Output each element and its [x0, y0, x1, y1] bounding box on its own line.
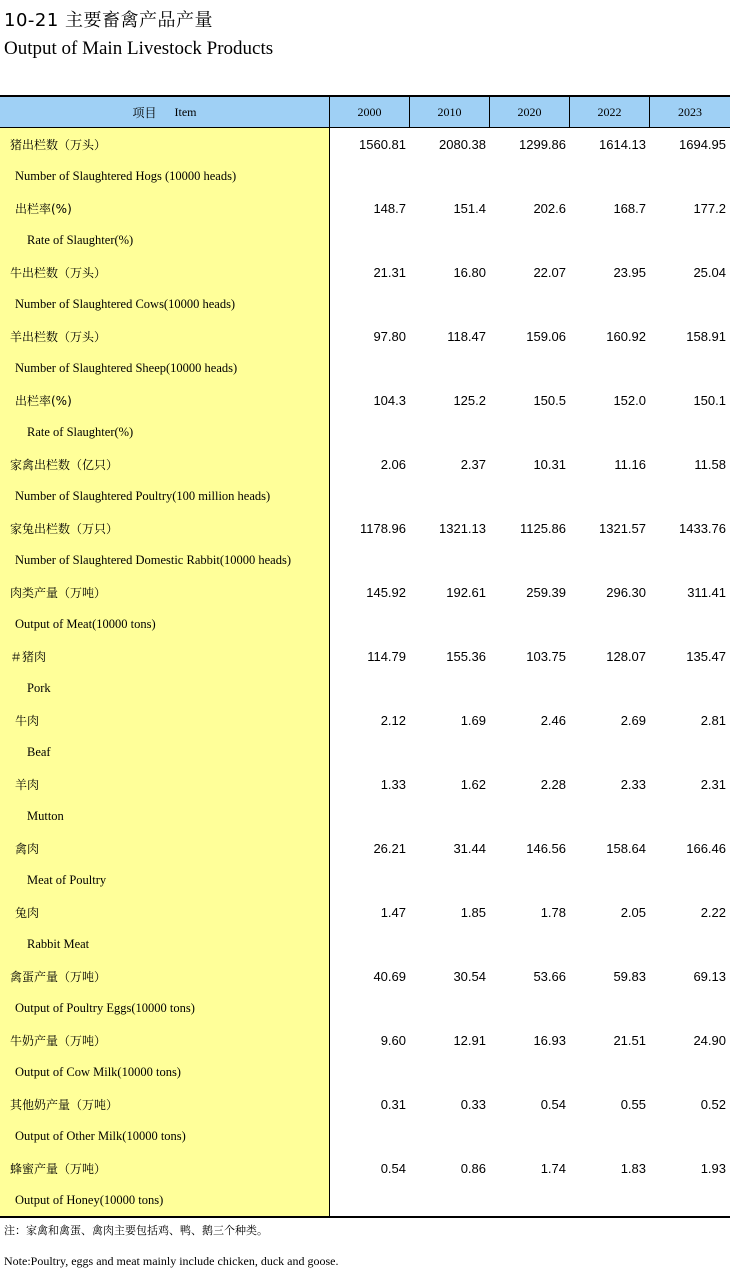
table-row [0, 736, 730, 768]
row-label: Rate of Slaughter(%) [27, 424, 134, 439]
row-value: 159.06 [526, 328, 566, 344]
row-value: 2.31 [700, 776, 726, 792]
row-value: 0.33 [460, 1096, 486, 1112]
row-label: Rate of Slaughter(%) [27, 232, 134, 247]
row-value: 2.28 [540, 776, 566, 792]
row-value: 1.74 [540, 1160, 566, 1176]
row-label: Meat of Poultry [27, 872, 107, 887]
row-label: Number of Slaughtered Poultry(100 million heads) [15, 488, 271, 503]
table-row [0, 384, 730, 416]
row-value: 1.93 [700, 1160, 726, 1176]
row-value: 118.47 [447, 328, 486, 344]
row-value: 168.7 [613, 200, 646, 216]
row-value: 152.0 [613, 392, 646, 408]
row-value: 25.04 [693, 264, 726, 280]
row-value: 1.33 [380, 776, 406, 792]
row-label: 猪出栏数（万头） [10, 137, 107, 152]
table-row [0, 1056, 730, 1088]
row-value: 21.51 [613, 1032, 646, 1048]
table-row [0, 224, 730, 256]
row-value: 1299.86 [519, 136, 566, 152]
table-row [0, 160, 730, 192]
row-value: 0.54 [540, 1096, 566, 1112]
row-value: 31.44 [453, 840, 486, 856]
row-value: 296.30 [606, 584, 646, 600]
footnote-cn: 注：家禽和禽蛋、禽肉主要包括鸡、鸭、鹅三个种类。 [4, 1224, 268, 1237]
table-row [0, 1024, 730, 1056]
row-value: 114.79 [367, 648, 406, 664]
row-value: 151.4 [453, 200, 486, 216]
row-label: Number of Slaughtered Sheep(10000 heads) [15, 360, 238, 375]
row-label: 羊出栏数（万头） [10, 329, 107, 344]
row-value: 0.31 [380, 1096, 406, 1112]
header-year: 2010 [410, 97, 490, 127]
row-label: Output of Honey(10000 tons) [15, 1192, 164, 1207]
row-label: Rabbit Meat [27, 936, 90, 951]
table-row [0, 896, 730, 928]
row-value: 1560.81 [359, 136, 406, 152]
row-label: 肉类产量（万吨） [10, 585, 107, 600]
row-value: 1.78 [540, 904, 566, 920]
row-label: Number of Slaughtered Cows(10000 heads) [15, 296, 236, 311]
table-row [0, 608, 730, 640]
row-label: Number of Slaughtered Hogs (10000 heads) [15, 168, 237, 183]
row-value: 2.37 [460, 456, 486, 472]
row-label: Pork [27, 680, 51, 695]
footnote-en: Note:Poultry, eggs and meat mainly include chicken, duck and goose. [4, 1254, 339, 1268]
table-row [0, 832, 730, 864]
row-value: 2.81 [700, 712, 726, 728]
row-label: Number of Slaughtered Domestic Rabbit(10000 heads) [15, 552, 291, 567]
livestock-output-table [0, 95, 730, 1218]
table-row [0, 576, 730, 608]
page-title-en: Output of Main Livestock Products [4, 38, 274, 59]
row-label: 出栏率(%) [15, 201, 72, 216]
row-label: ＃猪肉 [10, 649, 47, 664]
row-value: 1.83 [620, 1160, 646, 1176]
table-row [0, 768, 730, 800]
row-value: 1321.13 [439, 520, 486, 536]
row-value: 158.64 [606, 840, 646, 856]
row-value: 150.1 [693, 392, 726, 408]
row-value: 59.83 [613, 968, 646, 984]
row-value: 2.05 [620, 904, 646, 920]
table-row [0, 480, 730, 512]
table-row [0, 320, 730, 352]
row-value: 69.13 [693, 968, 726, 984]
row-value: 11.58 [694, 456, 726, 472]
table-header [0, 97, 730, 128]
row-label: 蜂蜜产量（万吨） [10, 1161, 107, 1176]
table-row [0, 256, 730, 288]
row-value: 166.46 [686, 840, 726, 856]
table-row [0, 1184, 730, 1216]
row-value: 21.31 [373, 264, 406, 280]
row-value: 9.60 [380, 1032, 406, 1048]
row-value: 2.33 [620, 776, 646, 792]
row-value: 0.86 [460, 1160, 486, 1176]
table-body [0, 128, 730, 1218]
row-value: 1321.57 [599, 520, 646, 536]
row-value: 97.80 [373, 328, 406, 344]
row-value: 2.46 [540, 712, 566, 728]
table-row [0, 1088, 730, 1120]
row-value: 145.92 [366, 584, 406, 600]
row-value: 177.2 [693, 200, 726, 216]
row-value: 12.91 [453, 1032, 486, 1048]
row-label: 家禽出栏数（亿只） [10, 457, 119, 472]
row-value: 125.2 [453, 392, 486, 408]
row-value: 192.61 [446, 584, 486, 600]
row-label: Output of Other Milk(10000 tons) [15, 1128, 186, 1143]
row-label: Output of Cow Milk(10000 tons) [15, 1064, 181, 1079]
row-value: 22.07 [533, 264, 566, 280]
table-row [0, 416, 730, 448]
table-row [0, 800, 730, 832]
row-value: 40.69 [373, 968, 406, 984]
row-value: 24.90 [693, 1032, 726, 1048]
row-label: Output of Meat(10000 tons) [15, 616, 156, 631]
row-value: 259.39 [526, 584, 566, 600]
row-value: 2.69 [620, 712, 646, 728]
row-value: 104.3 [373, 392, 406, 408]
row-label: 牛肉 [15, 713, 40, 728]
row-label: 牛出栏数（万头） [10, 265, 107, 280]
row-value: 1.47 [380, 904, 406, 920]
row-value: 2080.38 [439, 136, 486, 152]
row-value: 128.07 [606, 648, 646, 664]
row-value: 1.62 [460, 776, 486, 792]
table-row [0, 704, 730, 736]
header-item-en: Item [174, 104, 197, 119]
row-value: 202.6 [533, 200, 566, 216]
row-value: 0.52 [700, 1096, 726, 1112]
header-year: 2023 [678, 104, 702, 119]
row-label: Mutton [27, 808, 64, 823]
table-row [0, 640, 730, 672]
table-row [0, 1120, 730, 1152]
row-label: 禽蛋产量（万吨） [10, 969, 107, 984]
row-value: 1.85 [460, 904, 486, 920]
row-label: Beaf [27, 744, 51, 759]
header-year: 2020 [490, 97, 570, 127]
table-row [0, 128, 730, 160]
page-title-cn: 10-21 主要畜禽产品产量 [4, 10, 214, 31]
row-value: 150.5 [533, 392, 566, 408]
header-item-cell [0, 97, 330, 127]
table-row [0, 672, 730, 704]
header-year: 2000 [330, 97, 410, 127]
row-value: 10.31 [533, 456, 566, 472]
row-value: 2.22 [700, 904, 726, 920]
row-value: 1178.96 [359, 520, 406, 536]
row-label: 其他奶产量（万吨） [10, 1097, 119, 1112]
table-row [0, 992, 730, 1024]
row-value: 160.92 [606, 328, 646, 344]
row-value: 1433.76 [679, 520, 726, 536]
table-row [0, 448, 730, 480]
table-row [0, 512, 730, 544]
row-value: 1614.13 [599, 136, 646, 152]
row-value: 148.7 [373, 200, 406, 216]
row-label: 牛奶产量（万吨） [10, 1033, 107, 1048]
row-value: 158.91 [686, 328, 726, 344]
row-label: 出栏率(%) [15, 393, 72, 408]
table-row [0, 192, 730, 224]
row-value: 2.12 [380, 712, 406, 728]
row-value: 26.21 [373, 840, 406, 856]
row-value: 1.69 [460, 712, 486, 728]
header-item-cn: 项目 [132, 105, 157, 120]
table-row [0, 1152, 730, 1184]
row-value: 16.80 [453, 264, 486, 280]
row-value: 0.55 [620, 1096, 646, 1112]
table-row [0, 928, 730, 960]
row-value: 23.95 [613, 264, 646, 280]
table-row [0, 544, 730, 576]
row-value: 311.41 [687, 584, 726, 600]
row-value: 135.47 [686, 648, 726, 664]
row-value: 53.66 [533, 968, 566, 984]
row-value: 2.06 [380, 456, 406, 472]
row-value: 1694.95 [679, 136, 726, 152]
table-row [0, 960, 730, 992]
row-label: 兔肉 [15, 905, 40, 920]
table-row [0, 864, 730, 896]
row-value: 30.54 [453, 968, 486, 984]
row-value: 155.36 [446, 648, 486, 664]
row-value: 11.16 [614, 456, 646, 472]
header-year: 2022 [570, 97, 650, 127]
row-value: 146.56 [526, 840, 566, 856]
row-label: Output of Poultry Eggs(10000 tons) [15, 1000, 195, 1015]
row-label: 禽肉 [15, 841, 40, 856]
row-label: 家兔出栏数（万只） [10, 521, 119, 536]
row-value: 103.75 [526, 648, 566, 664]
row-value: 1125.86 [519, 520, 566, 536]
table-row [0, 288, 730, 320]
row-label: 羊肉 [15, 777, 40, 792]
row-value: 16.93 [533, 1032, 566, 1048]
table-row [0, 352, 730, 384]
row-value: 0.54 [380, 1160, 406, 1176]
